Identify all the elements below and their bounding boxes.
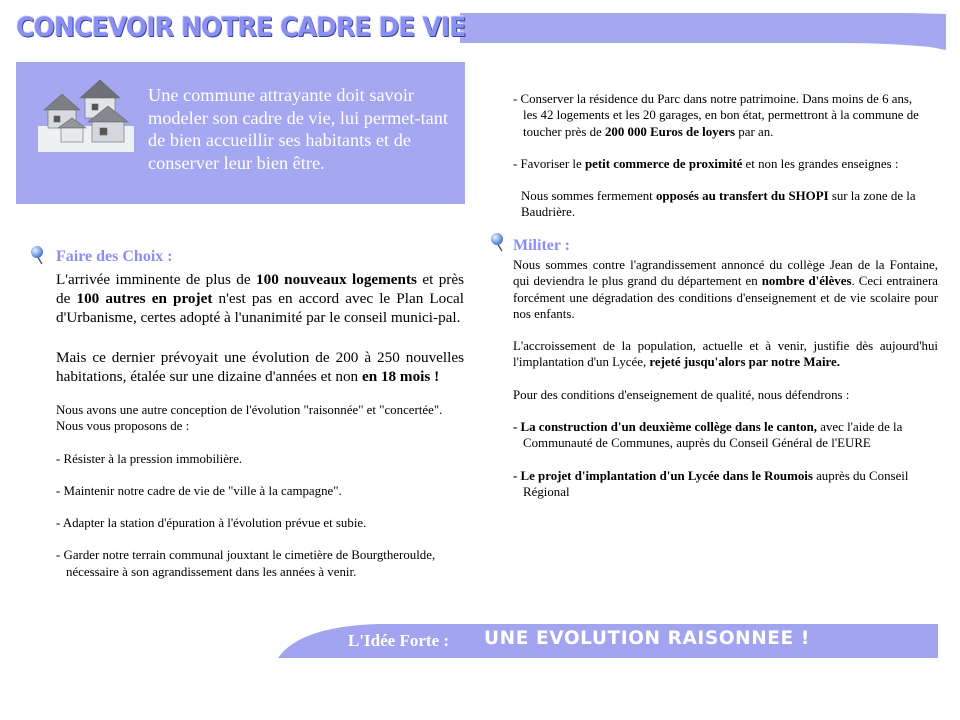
highlight: 100 nouveaux logements <box>256 271 417 288</box>
highlight: petit commerce de proximité <box>584 156 743 171</box>
footer-label: L'Idée Forte : <box>348 631 450 650</box>
pin-bullet-icon <box>30 245 44 265</box>
right-top-items <box>513 91 943 221</box>
list-item: - Adapter la station d'épuration à l'évolution prévue et subie. <box>56 516 367 531</box>
houses-illustration <box>34 70 138 158</box>
text: - Favoriser le <box>513 156 585 171</box>
militer-content <box>513 257 938 500</box>
text: auprès du Conseil <box>812 468 909 483</box>
list-item: nécessaire à son agrandissement dans les années à venir. <box>66 564 357 579</box>
choix-paragraph-2 <box>56 348 464 386</box>
text: Communauté de Communes, auprès du Conseil Général de l'EURE <box>523 436 871 451</box>
text: les 42 logements et les 20 garages, en bon état, permettront à la commune de <box>523 108 919 123</box>
text: - Conserver la résidence du Parc dans notre patrimoine. Dans moins de 6 ans, <box>513 92 913 106</box>
text: avec l'aide de la <box>817 420 903 435</box>
text: . Ceci entrainera forcément une dégradation des conditions d'enseignement et de vie scolaire pour nos enfants. <box>513 274 938 321</box>
text <box>513 188 943 204</box>
highlight: 200 000 Euros de loyers <box>604 124 736 139</box>
text: Pour des conditions d'enseignement de qualité, nous défendrons : <box>513 387 850 402</box>
header-band <box>460 0 960 62</box>
text: L'accroissement de la population, actuelle et à venir, justifie dès aujourd'hui l'implantation d'un Lycée, <box>513 339 938 370</box>
text: Baudrière. <box>521 205 576 220</box>
highlight: nombre d'élèves <box>761 274 852 289</box>
text: Nous vous proposons de : <box>56 419 190 434</box>
text: et près de <box>56 271 464 307</box>
section-heading-choix: Faire des Choix : <box>56 248 173 265</box>
page-title: CONCEVOIR NOTRE CADRE DE VIE <box>16 12 466 43</box>
text: Nous sommes fermement <box>521 189 656 204</box>
text <box>513 468 938 484</box>
highlight: opposés au transfert du SHOPI <box>655 189 829 204</box>
text: toucher près de <box>523 124 605 139</box>
text: et non les grandes enseignes : <box>742 156 899 171</box>
highlight: rejeté jusqu'alors par notre Maire. <box>649 355 840 370</box>
text: Nous sommes contre l'agrandissement annoncé du collège Jean de la Fontaine, qui deviendra le plus grand du département en <box>513 258 938 289</box>
highlight: - Le projet d'implantation d'un Lycée dans le Roumois <box>513 468 813 483</box>
list-item: - Résister à la pression immobilière. <box>56 451 243 466</box>
text: n'est pas en accord avec le Plan Local d'Urbanisme, certes adopté à l'unanimité par le conseil munici-pal. <box>56 290 464 326</box>
footer-slogan: UNE EVOLUTION RAISONNEE ! <box>484 628 810 649</box>
highlight: - La construction d'un deuxième collège dans le canton, <box>513 420 818 435</box>
text: Régional <box>523 484 570 499</box>
choix-proposals <box>56 402 471 580</box>
text <box>513 124 943 140</box>
highlight: 100 autres en projet <box>76 290 213 307</box>
list-item: - Garder notre terrain communal jouxtant le cimetière de Bourgtheroulde, <box>56 548 436 563</box>
text: Mais ce dernier prévoyait une évolution de 200 à 250 nouvelles habitations, étalée sur une dizaine d'années et non <box>56 349 464 385</box>
list-item: - Maintenir notre cadre de vie de "ville à la campagne". <box>56 483 342 498</box>
text <box>513 257 938 322</box>
pin-bullet-icon <box>490 232 504 252</box>
text: Nous avons une autre conception de l'évolution "raisonnée" et "concertée". <box>56 403 443 417</box>
section-heading-militer: Militer : <box>513 237 571 254</box>
intro-text: Une commune attrayante doit savoir modeler son cadre de vie, lui permet-tant de bien accueillir ses habitants et de conserver leur bien être. <box>148 85 448 173</box>
text <box>513 338 938 371</box>
text: sur la zone de la <box>828 189 916 204</box>
highlight: en 18 mois ! <box>361 368 440 385</box>
text: par an. <box>735 124 774 139</box>
choix-paragraph-1 <box>56 270 464 327</box>
text <box>513 419 938 435</box>
text <box>513 156 943 172</box>
text: L'arrivée imminente de plus de <box>56 271 257 288</box>
